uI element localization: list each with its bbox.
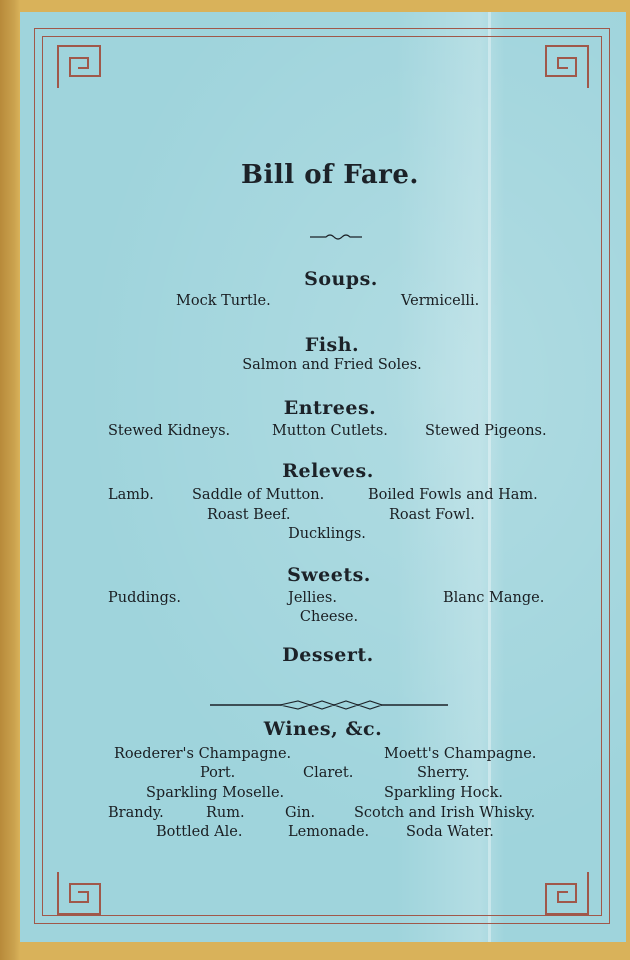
section-heading-sweets: Sweets.: [287, 564, 371, 586]
menu-item: Lamb.: [108, 487, 154, 503]
section-heading-entrees: Entrees.: [283, 397, 377, 419]
menu-item: Moett's Champagne.: [384, 746, 537, 762]
menu-item: Ducklings.: [288, 526, 366, 542]
menu-item: Port.: [200, 765, 236, 781]
menu-item: Roast Beef.: [207, 507, 291, 523]
menu-item: Soda Water.: [406, 824, 494, 840]
menu-item: Boiled Fowls and Ham.: [368, 487, 538, 503]
menu-item: Mock Turtle.: [176, 293, 271, 309]
section-heading-releves: Releves.: [282, 460, 374, 482]
menu-item: Sparkling Moselle.: [146, 785, 285, 801]
menu-item: Scotch and Irish Whisky.: [354, 805, 536, 821]
section-heading-fish: Fish.: [304, 334, 360, 356]
menu-item: Stewed Pigeons.: [425, 423, 547, 439]
menu-item: Puddings.: [108, 590, 181, 606]
menu-item: Sparkling Hock.: [384, 785, 503, 801]
diamond-chain-divider-icon: [210, 696, 448, 715]
menu-item: Brandy.: [108, 805, 164, 821]
menu-item: Cheese.: [299, 609, 359, 625]
menu-item: Bottled Ale.: [156, 824, 243, 840]
menu-title: Bill of Fare.: [241, 160, 419, 190]
menu-item: Claret.: [303, 765, 354, 781]
menu-item: Gin.: [285, 805, 316, 821]
menu-item: Roast Fowl.: [389, 507, 475, 523]
greek-key-corner-icon: [54, 868, 104, 918]
section-heading-wines: Wines, &c.: [263, 718, 383, 740]
menu-item: Salmon and Fried Soles.: [242, 357, 422, 373]
menu-item: Lemonade.: [288, 824, 370, 840]
menu-item: Stewed Kidneys.: [108, 423, 231, 439]
menu-item: Saddle of Mutton.: [192, 487, 325, 503]
section-heading-dessert: Dessert.: [282, 644, 374, 666]
menu-item: Jellies.: [288, 590, 337, 606]
greek-key-corner-icon: [542, 868, 592, 918]
greek-key-corner-icon: [54, 42, 104, 92]
menu-item: Roederer's Champagne.: [114, 746, 292, 762]
menu-item: Sherry.: [417, 765, 470, 781]
menu-paper: [20, 12, 626, 942]
menu-item: Rum.: [206, 805, 245, 821]
section-heading-soups: Soups.: [304, 268, 378, 290]
menu-item: Blanc Mange.: [443, 590, 545, 606]
flourish-divider-icon: [310, 227, 362, 246]
menu-item: Vermicelli.: [401, 293, 480, 309]
greek-key-corner-icon: [542, 42, 592, 92]
menu-item: Mutton Cutlets.: [272, 423, 388, 439]
